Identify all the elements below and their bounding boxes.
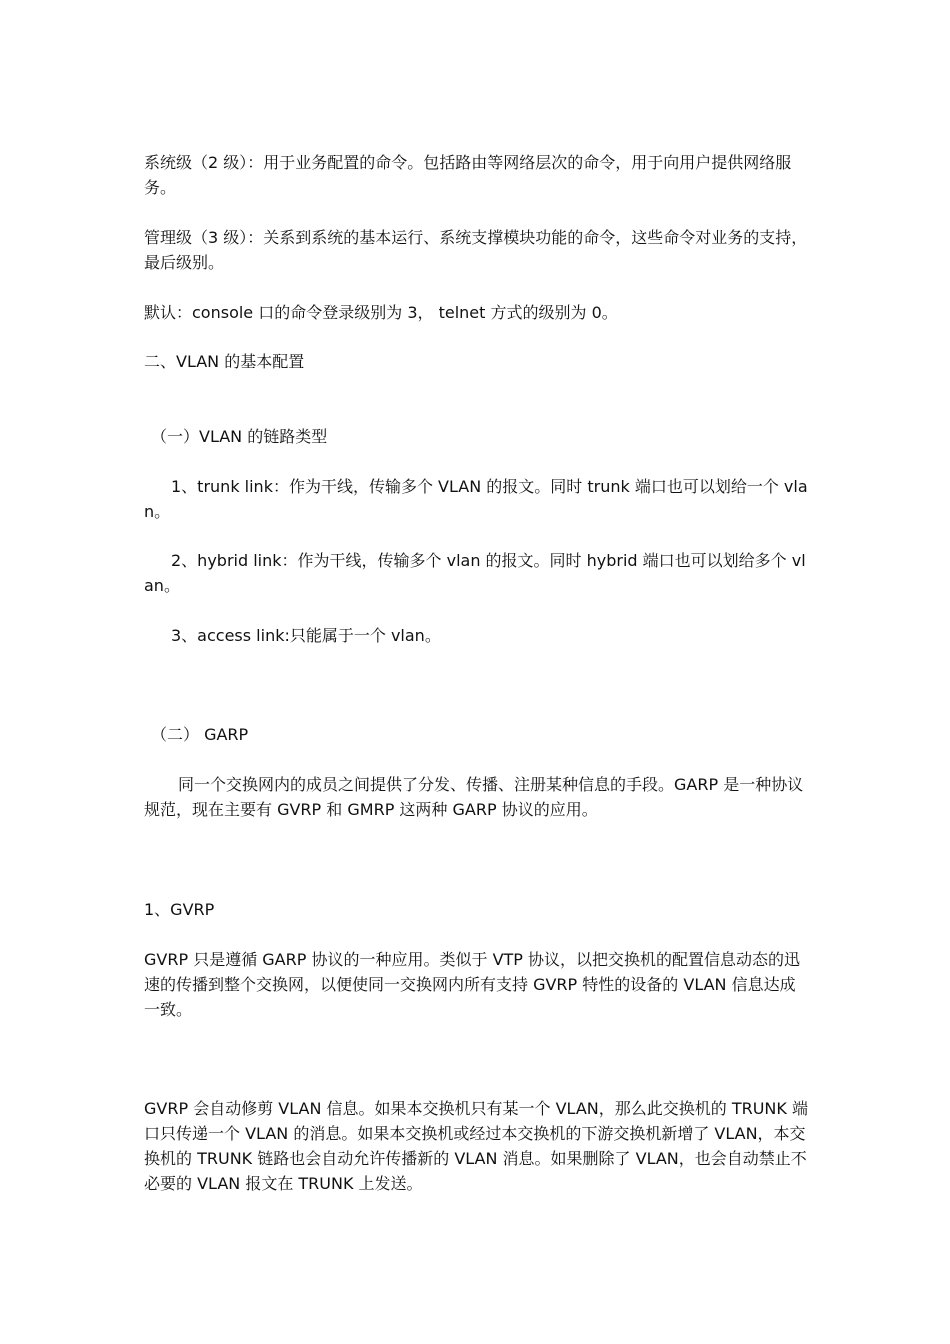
list-item-access-link: 3、access link:只能属于一个 vlan。 xyxy=(171,626,441,645)
paragraph-gvrp-pruning: GVRP 会自动修剪 VLAN 信息。如果本交换机只有某一个 VLAN，那么此交换机的 TRUNK 端口只传递一个 VLAN 的消息。如果本交换机或经过本交换机的下游交换机新增了 VLAN，本交换机的 TRUNK 链路也会自动允许传播新的 VLAN 消息。如果删除了 VLAN，也会自动禁止不必要的 VLAN 报文在 TRUNK 上发送。 xyxy=(144,1099,808,1193)
paragraph-garp-intro: 同一个交换网内的成员之间提供了分发、传播、注册某种信息的手段。GARP 是一种协议规范，现在主要有 GVRP 和 GMRP 这两种 GARP 协议的应用。 xyxy=(144,775,804,819)
list-item-trunk-link: 1、trunk link：作为干线，传输多个 VLAN 的报文。同时 trunk 端口也可以划给一个 vlan。 xyxy=(144,477,808,521)
list-item-hybrid-link: 2、hybrid link：作为干线，传输多个 vlan 的报文。同时 hybrid 端口也可以划给多个 vlan。 xyxy=(144,551,806,595)
paragraph-default-levels: 默认：console 口的命令登录级别为 3， telnet 方式的级别为 0。 xyxy=(144,303,618,322)
subsection-heading-gvrp: 1、GVRP xyxy=(144,900,215,919)
section-heading-vlan-config: 二、VLAN 的基本配置 xyxy=(144,352,305,371)
paragraph-system-level: 系统级（2 级）：用于业务配置的命令。包括路由等网络层次的命令，用于向用户提供网络服务。 xyxy=(144,153,792,197)
paragraph-gvrp-description: GVRP 只是遵循 GARP 协议的一种应用。类似于 VTP 协议，以把交换机的配置信息动态的迅速的传播到整个交换网，以便使同一交换网内所有支持 GVRP 特性的设备的 VLAN 信息达成一致。 xyxy=(144,950,801,1019)
paragraph-management-level: 管理级（3 级）：关系到系统的基本运行、系统支撑模块功能的命令，这些命令对业务的支持，最后级别。 xyxy=(144,228,808,272)
subsection-heading-link-types: （一）VLAN 的链路类型 xyxy=(151,427,328,446)
subsection-heading-garp: （二） GARP xyxy=(151,725,249,744)
